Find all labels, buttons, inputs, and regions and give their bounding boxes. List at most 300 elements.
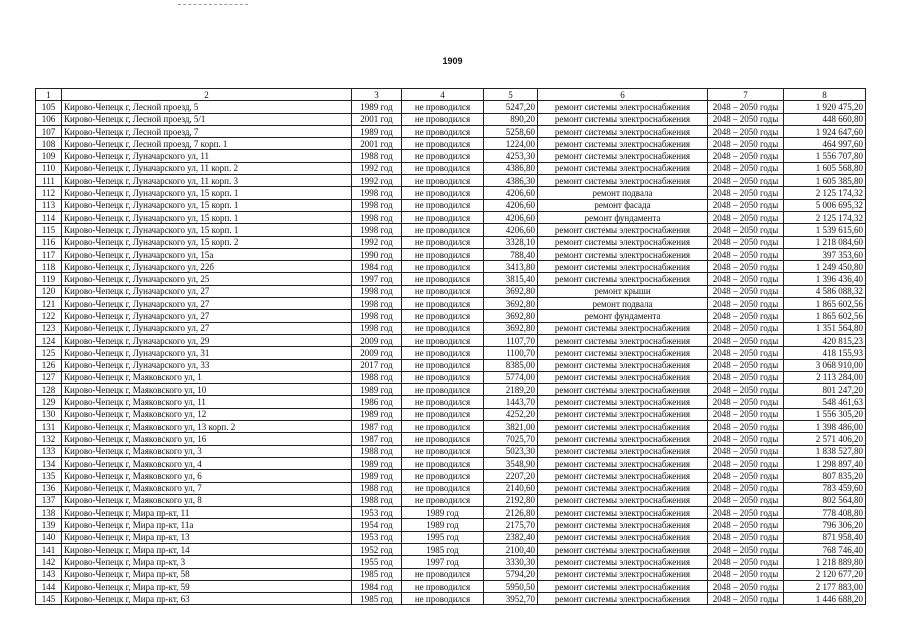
cell-area: 3413,80	[484, 261, 538, 273]
cell-work-type: ремонт системы электроснабжения	[538, 273, 708, 285]
cell-cost: 1 396 436,40	[784, 273, 866, 285]
cell-cost: 1 865 602,56	[784, 298, 866, 310]
cell-build-year: 1953 год	[352, 531, 402, 543]
cell-last-repair: 1989 год	[402, 519, 484, 531]
table-row	[36, 261, 866, 273]
table-row	[36, 580, 866, 592]
table-row	[36, 162, 866, 174]
cell-cost: 2 120 677,20	[784, 568, 866, 580]
cell-build-year: 2017 год	[352, 359, 402, 371]
table-row	[36, 543, 866, 555]
cell-build-year: 1984 год	[352, 580, 402, 592]
table-row	[36, 384, 866, 396]
cell-cost: 420 815,23	[784, 334, 866, 346]
cell-period: 2048 – 2050 годы	[708, 224, 784, 236]
cell-last-repair: не проводился	[402, 580, 484, 592]
cell-work-type: ремонт системы электроснабжения	[538, 359, 708, 371]
cell-cost: 1 865 602,56	[784, 310, 866, 322]
cell-last-repair: не проводился	[402, 211, 484, 223]
cell-address: Кирово-Чепецк г, Маяковского ул, 16	[62, 433, 352, 445]
cell-area: 3821,00	[484, 421, 538, 433]
cell-build-year: 1990 год	[352, 248, 402, 260]
table-row	[36, 187, 866, 199]
col-header: 8	[784, 89, 866, 101]
cell-area: 7025,70	[484, 433, 538, 445]
cell-address: Кирово-Чепецк г, Луначарского ул, 27	[62, 310, 352, 322]
cell-cost: 1 920 475,20	[784, 101, 866, 113]
cell-cost: 1 838 527,80	[784, 445, 866, 457]
cell-row-number: 115	[36, 224, 62, 236]
cell-work-type: ремонт системы электроснабжения	[538, 408, 708, 420]
cell-row-number: 121	[36, 298, 62, 310]
cell-row-number: 117	[36, 248, 62, 260]
cell-last-repair: не проводился	[402, 408, 484, 420]
cell-row-number: 144	[36, 580, 62, 592]
table-row	[36, 199, 866, 211]
cell-cost: 768 746,40	[784, 543, 866, 555]
table-row	[36, 433, 866, 445]
cell-build-year: 1989 год	[352, 457, 402, 469]
cell-address: Кирово-Чепецк г, Маяковского ул, 3	[62, 445, 352, 457]
cell-address: Кирово-Чепецк г, Маяковского ул, 4	[62, 457, 352, 469]
table-row	[36, 371, 866, 383]
cell-last-repair: не проводился	[402, 101, 484, 113]
table-row	[36, 298, 866, 310]
cell-period: 2048 – 2050 годы	[708, 175, 784, 187]
cell-period: 2048 – 2050 годы	[708, 580, 784, 592]
cell-period: 2048 – 2050 годы	[708, 347, 784, 359]
cell-area: 3548,90	[484, 457, 538, 469]
cell-period: 2048 – 2050 годы	[708, 187, 784, 199]
cell-row-number: 122	[36, 310, 62, 322]
cell-build-year: 1992 год	[352, 236, 402, 248]
cell-address: Кирово-Чепецк г, Лесной проезд, 7	[62, 125, 352, 137]
cell-cost: 4 586 088,32	[784, 285, 866, 297]
cell-last-repair: не проводился	[402, 433, 484, 445]
cell-last-repair: не проводился	[402, 347, 484, 359]
cell-period: 2048 – 2050 годы	[708, 138, 784, 150]
cell-last-repair: не проводился	[402, 494, 484, 506]
cell-row-number: 110	[36, 162, 62, 174]
cell-cost: 2 177 883,00	[784, 580, 866, 592]
cell-period: 2048 – 2050 годы	[708, 593, 784, 605]
cell-address: Кирово-Чепецк г, Маяковского ул, 12	[62, 408, 352, 420]
cell-area: 2207,20	[484, 470, 538, 482]
cell-period: 2048 – 2050 годы	[708, 470, 784, 482]
cell-period: 2048 – 2050 годы	[708, 125, 784, 137]
cell-build-year: 1992 год	[352, 162, 402, 174]
cell-build-year: 1987 год	[352, 421, 402, 433]
cell-period: 2048 – 2050 годы	[708, 261, 784, 273]
cell-row-number: 142	[36, 556, 62, 568]
table-row	[36, 347, 866, 359]
cell-build-year: 1955 год	[352, 556, 402, 568]
cell-cost: 3 068 910,00	[784, 359, 866, 371]
cell-address: Кирово-Чепецк г, Маяковского ул, 10	[62, 384, 352, 396]
cell-address: Кирово-Чепецк г, Луначарского ул, 15а	[62, 248, 352, 260]
cell-cost: 1 218 889,80	[784, 556, 866, 568]
cell-area: 1443,70	[484, 396, 538, 408]
cell-build-year: 1986 год	[352, 396, 402, 408]
table-row	[36, 359, 866, 371]
cell-address: Кирово-Чепецк г, Мира пр-кт, 11	[62, 507, 352, 519]
cell-work-type: ремонт подвала	[538, 187, 708, 199]
cell-last-repair: не проводился	[402, 334, 484, 346]
cell-address: Кирово-Чепецк г, Луначарского ул, 29	[62, 334, 352, 346]
cell-last-repair: не проводился	[402, 384, 484, 396]
cell-last-repair: 1995 год	[402, 531, 484, 543]
cell-last-repair: не проводился	[402, 248, 484, 260]
cell-last-repair: не проводился	[402, 187, 484, 199]
cell-area: 4206,60	[484, 199, 538, 211]
cell-cost: 1 605 385,80	[784, 175, 866, 187]
cell-row-number: 123	[36, 322, 62, 334]
cell-build-year: 1987 год	[352, 433, 402, 445]
cell-work-type: ремонт системы электроснабжения	[538, 162, 708, 174]
col-header: 3	[352, 89, 402, 101]
cell-cost: 2 125 174,32	[784, 187, 866, 199]
cell-work-type: ремонт системы электроснабжения	[538, 433, 708, 445]
cell-work-type: ремонт системы электроснабжения	[538, 494, 708, 506]
cell-area: 2192,80	[484, 494, 538, 506]
cell-build-year: 1998 год	[352, 187, 402, 199]
cell-work-type: ремонт фундамента	[538, 211, 708, 223]
cell-area: 8385,00	[484, 359, 538, 371]
cell-period: 2048 – 2050 годы	[708, 162, 784, 174]
cell-period: 2048 – 2050 годы	[708, 113, 784, 125]
cell-address: Кирово-Чепецк г, Луначарского ул, 25	[62, 273, 352, 285]
cell-work-type: ремонт системы электроснабжения	[538, 445, 708, 457]
table-row	[36, 470, 866, 482]
page-number: 1909	[442, 56, 463, 66]
repair-plan-table	[35, 88, 866, 605]
table-row	[36, 175, 866, 187]
cell-area: 4206,60	[484, 224, 538, 236]
cell-period: 2048 – 2050 годы	[708, 334, 784, 346]
cell-last-repair: не проводился	[402, 285, 484, 297]
cell-cost: 802 564,80	[784, 494, 866, 506]
cell-build-year: 1989 год	[352, 384, 402, 396]
cell-work-type: ремонт системы электроснабжения	[538, 519, 708, 531]
cell-last-repair: не проводился	[402, 371, 484, 383]
cell-address: Кирово-Чепецк г, Маяковского ул, 8	[62, 494, 352, 506]
cell-address: Кирово-Чепецк г, Мира пр-кт, 14	[62, 543, 352, 555]
cell-build-year: 1985 год	[352, 593, 402, 605]
cell-period: 2048 – 2050 годы	[708, 310, 784, 322]
cell-address: Кирово-Чепецк г, Луначарского ул, 27	[62, 298, 352, 310]
cell-area: 3692,80	[484, 322, 538, 334]
cell-area: 5774,00	[484, 371, 538, 383]
cell-area: 2140,60	[484, 482, 538, 494]
col-header: 1	[36, 89, 62, 101]
cell-period: 2048 – 2050 годы	[708, 150, 784, 162]
cell-build-year: 1985 год	[352, 568, 402, 580]
table-row	[36, 113, 866, 125]
cell-address: Кирово-Чепецк г, Луначарского ул, 15 корп. 2	[62, 236, 352, 248]
cell-area: 4206,60	[484, 211, 538, 223]
col-header: 6	[538, 89, 708, 101]
table-row	[36, 519, 866, 531]
table-row	[36, 556, 866, 568]
cell-build-year: 1998 год	[352, 199, 402, 211]
cell-last-repair: не проводился	[402, 113, 484, 125]
cell-address: Кирово-Чепецк г, Мира пр-кт, 3	[62, 556, 352, 568]
cell-address: Кирово-Чепецк г, Луначарского ул, 27	[62, 285, 352, 297]
cell-last-repair: 1997 год	[402, 556, 484, 568]
cell-row-number: 131	[36, 421, 62, 433]
cell-work-type: ремонт системы электроснабжения	[538, 421, 708, 433]
table-row	[36, 396, 866, 408]
table-row	[36, 101, 866, 113]
cell-area: 1107,70	[484, 334, 538, 346]
cell-row-number: 124	[36, 334, 62, 346]
cell-work-type: ремонт системы электроснабжения	[538, 138, 708, 150]
table-row	[36, 445, 866, 457]
cell-area: 3330,30	[484, 556, 538, 568]
cell-build-year: 1953 год	[352, 507, 402, 519]
cell-area: 1224,00	[484, 138, 538, 150]
cell-last-repair: не проводился	[402, 261, 484, 273]
cell-period: 2048 – 2050 годы	[708, 199, 784, 211]
cell-work-type: ремонт системы электроснабжения	[538, 334, 708, 346]
cell-row-number: 111	[36, 175, 62, 187]
cell-cost: 1 249 450,80	[784, 261, 866, 273]
table-row	[36, 310, 866, 322]
cell-cost: 464 997,60	[784, 138, 866, 150]
cell-build-year: 1989 год	[352, 101, 402, 113]
cell-work-type: ремонт системы электроснабжения	[538, 113, 708, 125]
cell-work-type: ремонт подвала	[538, 298, 708, 310]
cell-period: 2048 – 2050 годы	[708, 248, 784, 260]
cell-period: 2048 – 2050 годы	[708, 531, 784, 543]
cell-address: Кирово-Чепецк г, Лесной проезд, 5	[62, 101, 352, 113]
cell-cost: 1 556 305,20	[784, 408, 866, 420]
cell-row-number: 118	[36, 261, 62, 273]
cell-area: 4206,60	[484, 187, 538, 199]
cell-work-type: ремонт системы электроснабжения	[538, 224, 708, 236]
table-row	[36, 568, 866, 580]
header-row	[36, 89, 866, 101]
cell-row-number: 127	[36, 371, 62, 383]
cell-work-type: ремонт системы электроснабжения	[538, 261, 708, 273]
cell-area: 4386,80	[484, 162, 538, 174]
cell-period: 2048 – 2050 годы	[708, 556, 784, 568]
cell-cost: 548 461,63	[784, 396, 866, 408]
cell-last-repair: не проводился	[402, 445, 484, 457]
cell-work-type: ремонт системы электроснабжения	[538, 175, 708, 187]
cell-period: 2048 – 2050 годы	[708, 568, 784, 580]
cell-last-repair: 1985 год	[402, 543, 484, 555]
cell-work-type: ремонт системы электроснабжения	[538, 371, 708, 383]
cell-build-year: 1998 год	[352, 322, 402, 334]
cell-address: Кирово-Чепецк г, Луначарского ул, 11	[62, 150, 352, 162]
cell-work-type: ремонт системы электроснабжения	[538, 568, 708, 580]
cell-address: Кирово-Чепецк г, Луначарского ул, 11 корп. 2	[62, 162, 352, 174]
table-row	[36, 531, 866, 543]
cell-last-repair: 1989 год	[402, 507, 484, 519]
cell-area: 3692,80	[484, 285, 538, 297]
cell-area: 2382,40	[484, 531, 538, 543]
cell-last-repair: не проводился	[402, 199, 484, 211]
cell-work-type: ремонт системы электроснабжения	[538, 248, 708, 260]
cell-cost: 2 571 406,20	[784, 433, 866, 445]
cell-work-type: ремонт системы электроснабжения	[538, 482, 708, 494]
cell-period: 2048 – 2050 годы	[708, 482, 784, 494]
cell-row-number: 143	[36, 568, 62, 580]
cell-cost: 2 125 174,32	[784, 211, 866, 223]
cell-build-year: 2009 год	[352, 334, 402, 346]
cell-last-repair: не проводился	[402, 236, 484, 248]
cell-work-type: ремонт крыши	[538, 285, 708, 297]
cell-row-number: 113	[36, 199, 62, 211]
cell-row-number: 120	[36, 285, 62, 297]
table-row	[36, 334, 866, 346]
cell-row-number: 107	[36, 125, 62, 137]
cell-last-repair: не проводился	[402, 298, 484, 310]
cell-build-year: 2001 год	[352, 113, 402, 125]
cell-build-year: 1998 год	[352, 298, 402, 310]
cell-period: 2048 – 2050 годы	[708, 298, 784, 310]
cell-address: Кирово-Чепецк г, Лесной проезд, 7 корп. 1	[62, 138, 352, 150]
cell-build-year: 1988 год	[352, 482, 402, 494]
cell-address: Кирово-Чепецк г, Мира пр-кт, 59	[62, 580, 352, 592]
cell-build-year: 1992 год	[352, 175, 402, 187]
cell-period: 2048 – 2050 годы	[708, 211, 784, 223]
cell-address: Кирово-Чепецк г, Луначарского ул, 33	[62, 359, 352, 371]
cell-area: 3328,10	[484, 236, 538, 248]
cell-work-type: ремонт системы электроснабжения	[538, 150, 708, 162]
col-header: 4	[402, 89, 484, 101]
cell-cost: 807 835,20	[784, 470, 866, 482]
cell-last-repair: не проводился	[402, 421, 484, 433]
cell-period: 2048 – 2050 годы	[708, 396, 784, 408]
cell-build-year: 2009 год	[352, 347, 402, 359]
cell-work-type: ремонт системы электроснабжения	[538, 347, 708, 359]
cell-work-type: ремонт системы электроснабжения	[538, 101, 708, 113]
cell-last-repair: не проводился	[402, 359, 484, 371]
cell-address: Кирово-Чепецк г, Маяковского ул, 7	[62, 482, 352, 494]
cell-row-number: 135	[36, 470, 62, 482]
cell-row-number: 130	[36, 408, 62, 420]
cell-address: Кирово-Чепецк г, Маяковского ул, 6	[62, 470, 352, 482]
cell-work-type: ремонт системы электроснабжения	[538, 236, 708, 248]
cell-work-type: ремонт системы электроснабжения	[538, 580, 708, 592]
cell-cost: 796 306,20	[784, 519, 866, 531]
cell-row-number: 105	[36, 101, 62, 113]
cell-row-number: 109	[36, 150, 62, 162]
cell-address: Кирово-Чепецк г, Луначарского ул, 27	[62, 322, 352, 334]
cell-address: Кирово-Чепецк г, Мира пр-кт, 63	[62, 593, 352, 605]
cell-work-type: ремонт фундамента	[538, 310, 708, 322]
cell-address: Кирово-Чепецк г, Маяковского ул, 1	[62, 371, 352, 383]
cell-period: 2048 – 2050 годы	[708, 445, 784, 457]
cell-row-number: 119	[36, 273, 62, 285]
table-row	[36, 408, 866, 420]
cell-period: 2048 – 2050 годы	[708, 384, 784, 396]
cell-address: Кирово-Чепецк г, Мира пр-кт, 11а	[62, 519, 352, 531]
cell-row-number: 112	[36, 187, 62, 199]
cell-build-year: 1989 год	[352, 125, 402, 137]
table-row	[36, 224, 866, 236]
col-header: 7	[708, 89, 784, 101]
table-row	[36, 285, 866, 297]
cell-cost: 1 398 486,00	[784, 421, 866, 433]
cell-last-repair: не проводился	[402, 175, 484, 187]
cell-address: Кирово-Чепецк г, Луначарского ул, 11 корп. 3	[62, 175, 352, 187]
cell-build-year: 1988 год	[352, 445, 402, 457]
table-row	[36, 150, 866, 162]
cell-area: 788,40	[484, 248, 538, 260]
cell-work-type: ремонт системы электроснабжения	[538, 593, 708, 605]
cell-row-number: 140	[36, 531, 62, 543]
cell-row-number: 145	[36, 593, 62, 605]
table-row	[36, 482, 866, 494]
cell-area: 4253,30	[484, 150, 538, 162]
cell-build-year: 1998 год	[352, 285, 402, 297]
cell-period: 2048 – 2050 годы	[708, 433, 784, 445]
cell-area: 4252,20	[484, 408, 538, 420]
cell-build-year: 1989 год	[352, 408, 402, 420]
cell-last-repair: не проводился	[402, 396, 484, 408]
cell-cost: 871 958,40	[784, 531, 866, 543]
cell-area: 5247,20	[484, 101, 538, 113]
cell-address: Кирово-Чепецк г, Луначарского ул, 15 корп. 1	[62, 187, 352, 199]
cell-build-year: 1998 год	[352, 310, 402, 322]
cell-area: 1100,70	[484, 347, 538, 359]
cell-period: 2048 – 2050 годы	[708, 507, 784, 519]
cell-build-year: 1998 год	[352, 224, 402, 236]
cell-cost: 1 218 084,60	[784, 236, 866, 248]
cell-build-year: 1989 год	[352, 470, 402, 482]
cell-last-repair: не проводился	[402, 482, 484, 494]
cell-cost: 1 605 568,80	[784, 162, 866, 174]
cell-address: Кирово-Чепецк г, Луначарского ул, 31	[62, 347, 352, 359]
cell-row-number: 134	[36, 457, 62, 469]
cell-cost: 1 539 615,60	[784, 224, 866, 236]
cell-period: 2048 – 2050 годы	[708, 101, 784, 113]
cell-last-repair: не проводился	[402, 457, 484, 469]
cell-row-number: 126	[36, 359, 62, 371]
cell-row-number: 141	[36, 543, 62, 555]
cell-cost: 397 353,60	[784, 248, 866, 260]
cell-period: 2048 – 2050 годы	[708, 457, 784, 469]
cell-area: 3692,80	[484, 310, 538, 322]
cell-area: 2100,40	[484, 543, 538, 555]
cell-build-year: 1988 год	[352, 371, 402, 383]
cell-period: 2048 – 2050 годы	[708, 273, 784, 285]
cell-last-repair: не проводился	[402, 470, 484, 482]
cell-last-repair: не проводился	[402, 138, 484, 150]
cell-row-number: 108	[36, 138, 62, 150]
table-row	[36, 125, 866, 137]
cell-last-repair: не проводился	[402, 273, 484, 285]
cell-area: 3815,40	[484, 273, 538, 285]
cell-last-repair: не проводился	[402, 150, 484, 162]
cell-area: 2175,70	[484, 519, 538, 531]
cell-build-year: 1988 год	[352, 494, 402, 506]
cell-address: Кирово-Чепецк г, Луначарского ул, 22б	[62, 261, 352, 273]
table-row	[36, 248, 866, 260]
table-body	[36, 101, 866, 605]
table-row	[36, 507, 866, 519]
table-row	[36, 322, 866, 334]
cell-cost: 1 298 897,40	[784, 457, 866, 469]
cell-address: Кирово-Чепецк г, Луначарского ул, 15 корп. 1	[62, 211, 352, 223]
cell-last-repair: не проводился	[402, 125, 484, 137]
cell-period: 2048 – 2050 годы	[708, 322, 784, 334]
cell-area: 4386,30	[484, 175, 538, 187]
cell-cost: 801 247,20	[784, 384, 866, 396]
